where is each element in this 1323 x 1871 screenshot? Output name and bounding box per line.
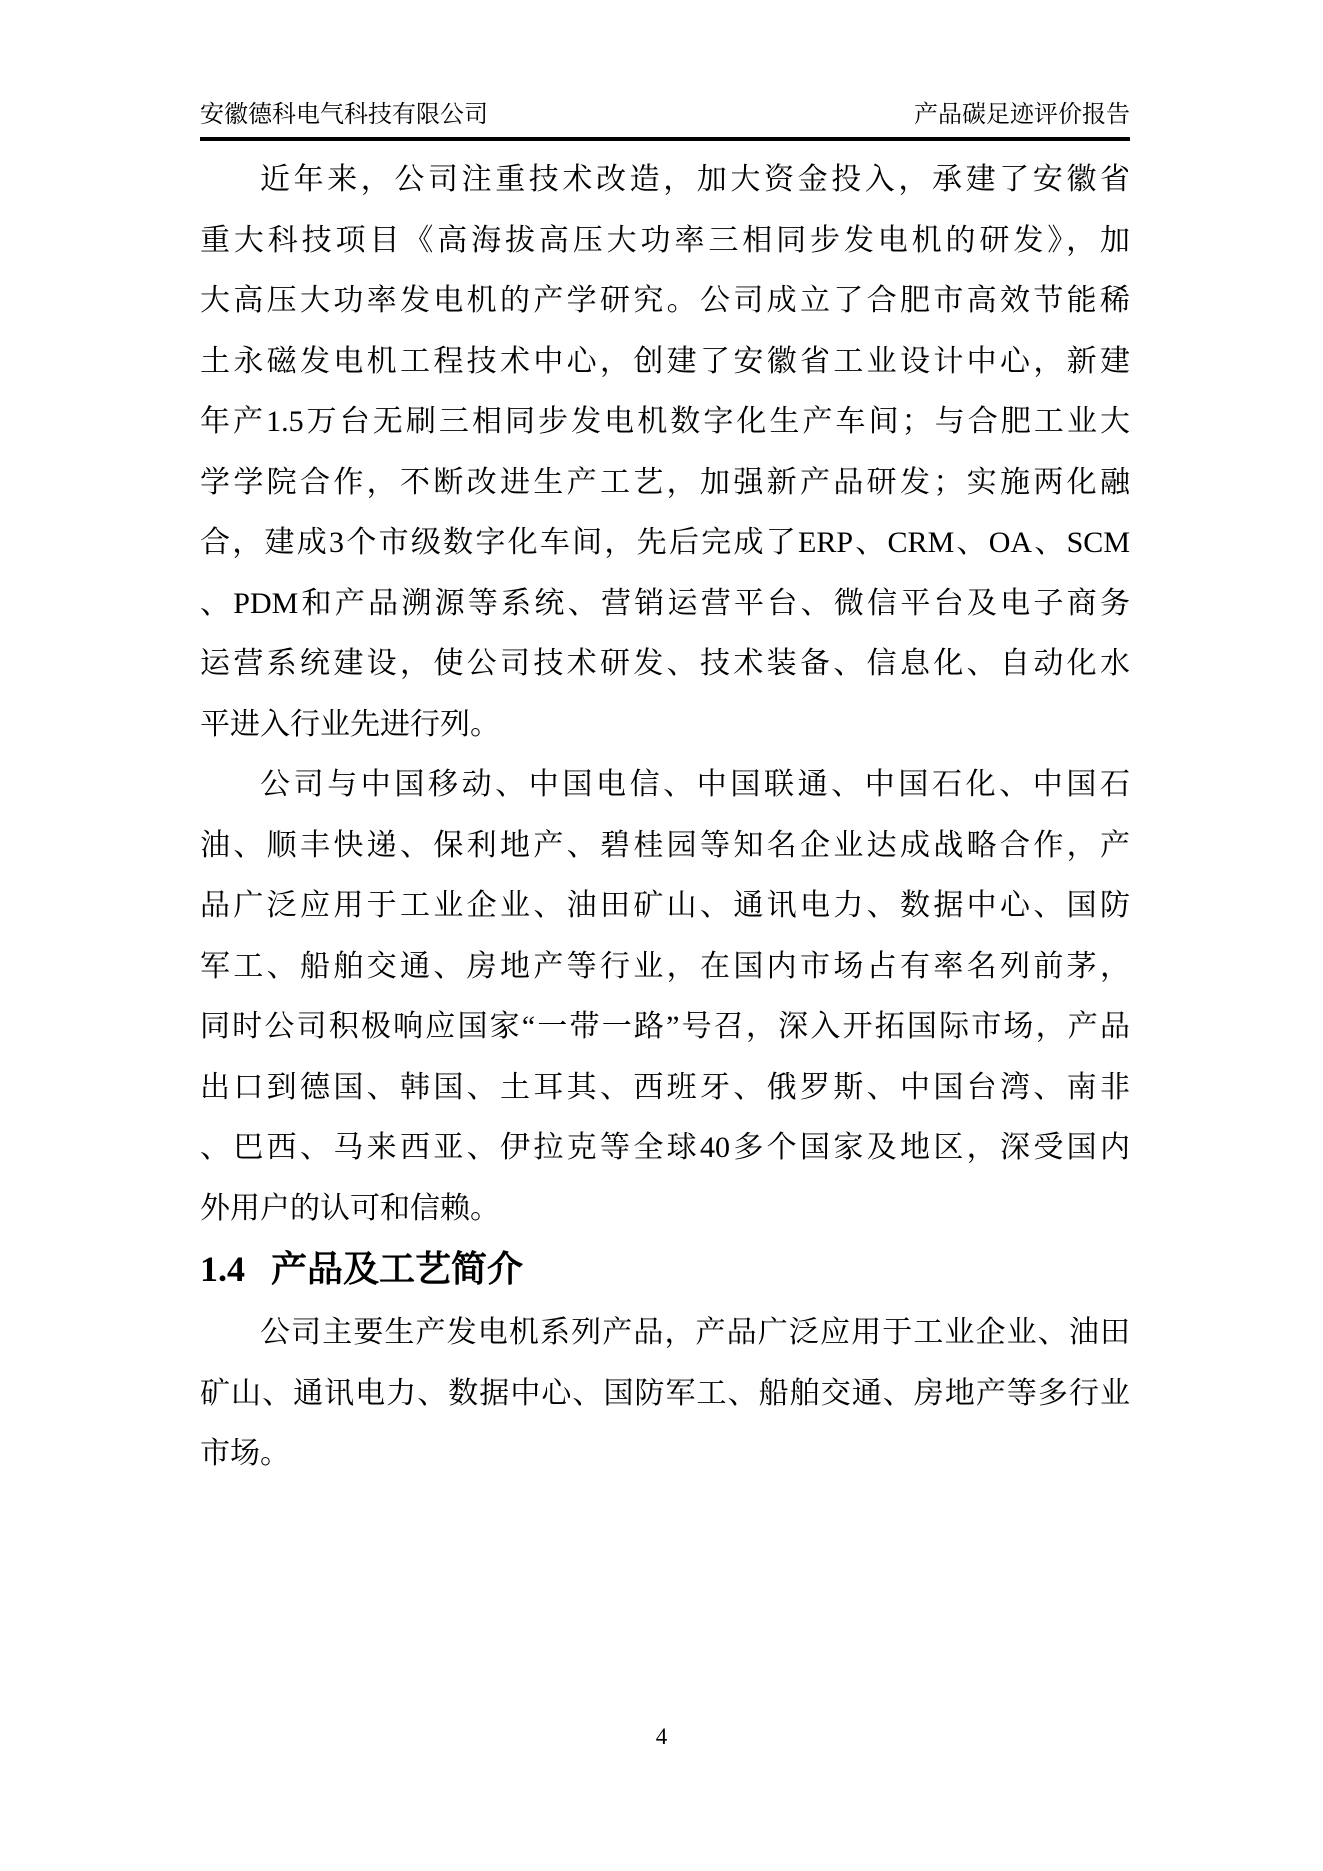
text-line: 出口到德国、韩国、土耳其、西班牙、俄罗斯、中国台湾、南非: [200, 1070, 1130, 1104]
text-line: 重大科技项目《高海拔高压大功率三相同步发电机的研发》，加: [200, 223, 1130, 257]
text-line: 矿山、通讯电力、数据中心、国防军工、船舶交通、房地产等多行业: [200, 1376, 1130, 1410]
text-line: 平进入行业先进行列。: [200, 707, 500, 741]
page-number: 4: [655, 1724, 668, 1749]
text-line: 品广泛应用于工业企业、油田矿山、通讯电力、数据中心、国防: [200, 889, 1130, 922]
section-heading-1-4: [200, 1239, 1130, 1299]
text-line: 、PDM和产品溯源等系统、营销运营平台、微信平台及电子商务: [200, 586, 1130, 620]
text-line: 同时公司积极响应国家“一带一路”号召，深入开拓国际市场，产品: [200, 1010, 1130, 1043]
text-line: 军工、船舶交通、房地产等行业，在国内市场占有率名列前茅，: [200, 949, 1130, 983]
text-line: 外用户的认可和信赖。: [200, 1191, 500, 1225]
header-company-name: 安徽德科电气科技有限公司: [200, 102, 488, 128]
text-line: 年产1.5万台无刷三相同步发电机数字化生产车间；与合肥工业大: [200, 405, 1130, 438]
paragraph-products-intro: [200, 1303, 1130, 1485]
text-line: 油、顺丰快递、保利地产、碧桂园等知名企业达成战略合作，产: [200, 828, 1130, 862]
text-line: 公司主要生产发电机系列产品，产品广泛应用于工业企业、油田: [260, 1316, 1130, 1349]
document-body: [200, 150, 1130, 1485]
page-footer: [0, 1722, 1323, 1752]
paragraph-company-technology: [200, 150, 1130, 755]
header-report-title: 产品碳足迹评价报告: [914, 102, 1130, 128]
paragraph-company-partners: [200, 755, 1130, 1239]
page-header: [200, 100, 1130, 141]
text-line: 市场。: [200, 1437, 290, 1470]
text-line: 近年来，公司注重技术改造，加大资金投入，承建了安徽省: [260, 163, 1130, 196]
text-line: 大高压大功率发电机的产学研究。公司成立了合肥市高效节能稀: [200, 284, 1130, 317]
section-title: 产品及工艺简介: [271, 1248, 524, 1289]
text-line: 学学院合作，不断改进生产工艺，加强新产品研发；实施两化融: [200, 465, 1130, 499]
text-line: 合，建成3个市级数字化车间，先后完成了ERP、CRM、OA、SCM: [200, 526, 1130, 559]
text-line: 运营系统建设，使公司技术研发、技术装备、信息化、自动化水: [200, 647, 1130, 680]
text-line: 、巴西、马来西亚、伊拉克等全球40多个国家及地区，深受国内: [200, 1131, 1130, 1164]
text-line: 土永磁发电机工程技术中心，创建了安徽省工业设计中心，新建: [200, 344, 1130, 378]
section-number: 1.4: [200, 1249, 245, 1289]
text-line: 公司与中国移动、中国电信、中国联通、中国石化、中国石: [260, 768, 1130, 801]
